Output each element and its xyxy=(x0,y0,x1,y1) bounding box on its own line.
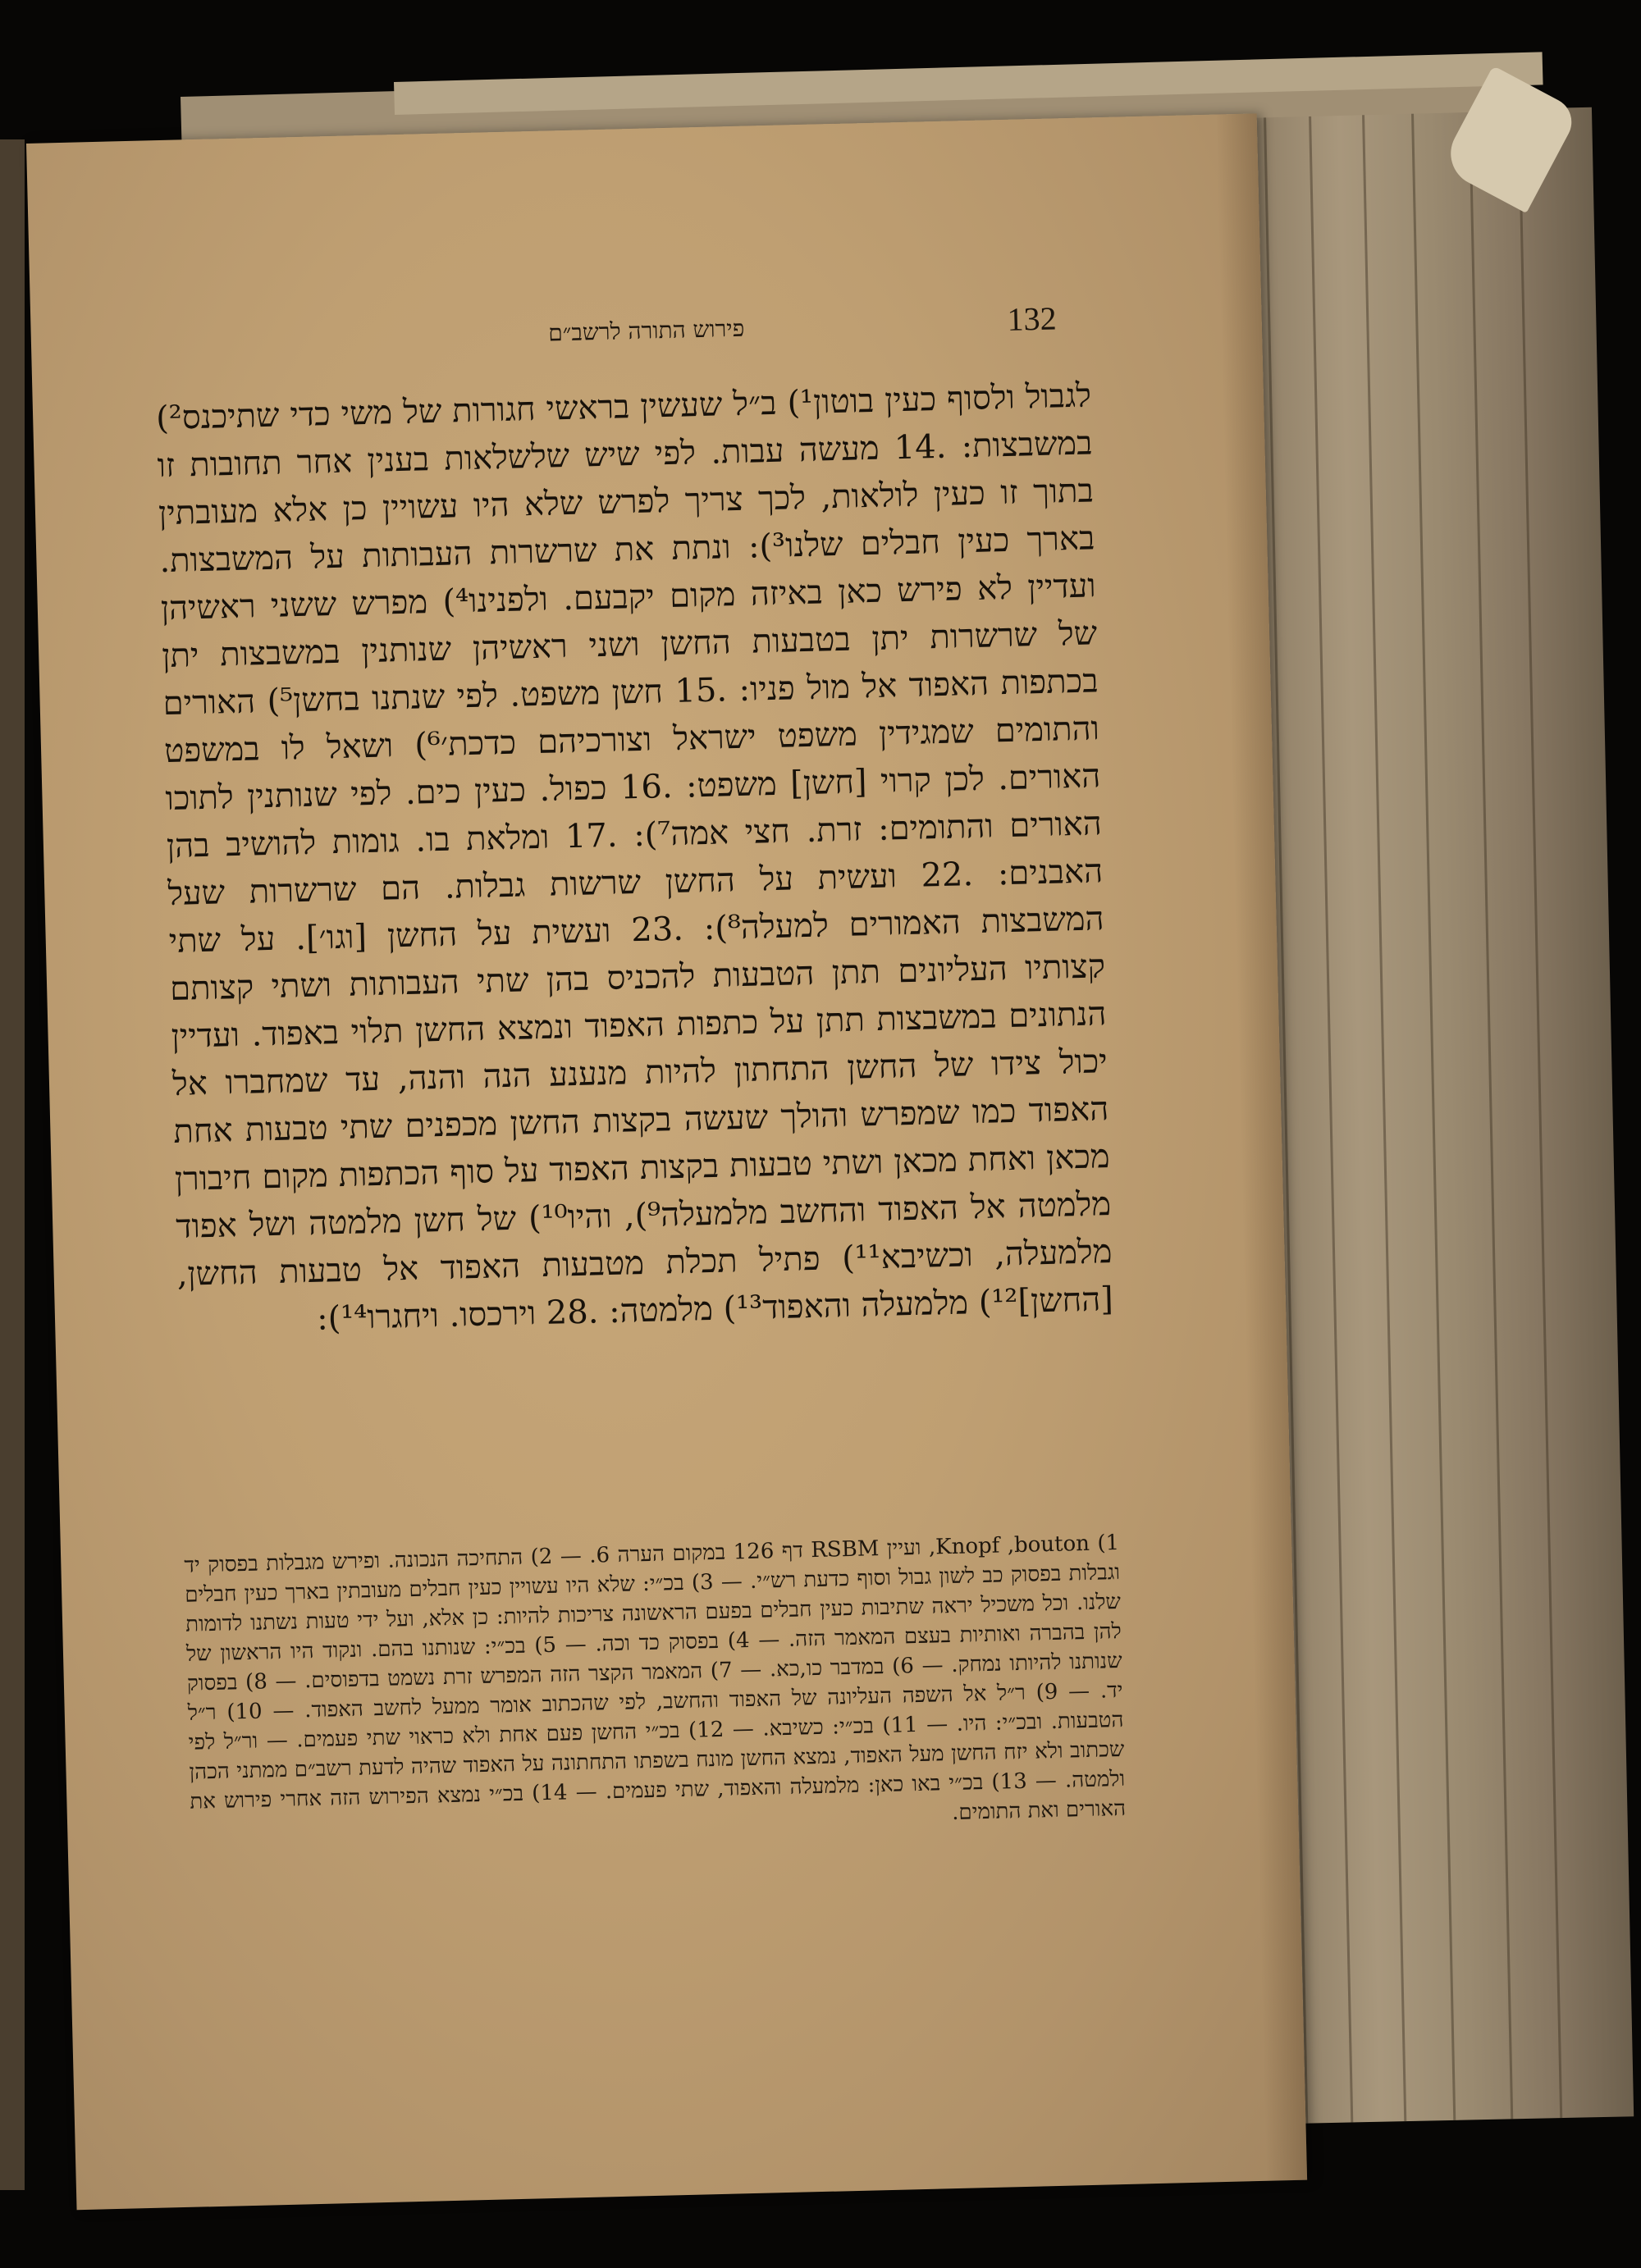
running-head: פירוש התורה לרשב״ם xyxy=(547,314,745,347)
page-edge-line xyxy=(1411,111,1456,2120)
page-edge-line xyxy=(1469,110,1513,2120)
book-page xyxy=(26,113,1307,2210)
main-text-paragraph: לגבול ולסוף כעין בוטון¹) ב״ל שעשין בראשי חגורות של משי כדי שתיכנס²) במשבצות: .14 מעשה עבות. לפי שיש שלשלאות בענין אחר תחובות זו בתוך זו כעין לולאות, לכך צריך לפרש שלא היו עשויין כן אלא מעובתין בארך כעין חבלים שלנו³): ונתת את שרשרות העבותות על המשבצות. ועדיין לא פירש כאן באיזה מקום יקבעם. ולפנינו⁴) מפרש ששני ראשיהן של שרשרות יתן בטבעות החשן ושני ראשיהן שנותנין במשבצות יתן בכתפות האפוד אל מול פניו: .15 חשן משפט. לפי שנתנו בחשן⁵) האורים והתומים שמגידין משפט ישראל וצורכיהם כדכת׳⁶) ושאל לו במשפט האורים. לכן קרוי [חשן] משפט: .16 כפול. כעין כים. לפי שנותנין לתוכו האורים והתומים: זרת. חצי אמה⁷): .17 ומלאת בו. גומות להושיב בהן האבנים: .22 ועשית על החשן שרשות גבלות. הם שרשרות שעל המשבצות האמורים למעלה⁸): .23 ועשית על החשן [וגו׳]. על שתי קצותיו העליונים תתן הטבעות להכניס בהן שתי העבותות ושתי קצותם הנתונים במשבצות תתן על כתפות האפוד ונמצא החשן תלוי באפוד. ועדיין יכול צידו של החשן התחתון להיות מנענע הנה והנה, עד שמחברו אל האפוד כמו שמפרש והולך שעשה בקצות החשן מכפנים שתי טבעות אחת מכאן ואחת מכאן ושתי טבעות בקצות האפוד על סוף הכתפות מקום חיבורן מלמטה אל האפוד והחשב מלמעלה⁹), והיו¹⁰) של חשן מלמטה ושל אפוד מלמעלה, וכשיבא¹¹) פתיל תכלת מטבעות האפוד אל טבעות החשן, [החשן]¹²) מלמעלה והאפוד¹³) מלמטה: .28 וירכסו. ויחגרו¹⁴): xyxy=(155,376,1114,1338)
page-edge-line xyxy=(1362,112,1406,2122)
page-header xyxy=(30,294,1262,373)
book-spine-edge xyxy=(0,139,25,2190)
page-edge-line xyxy=(1309,113,1353,2123)
main-text-block xyxy=(156,372,1114,1346)
footnotes-block xyxy=(184,1528,1126,1846)
footnotes-paragraph: 1) Knopf ,bouton, ועיין RSBM דף 126 במקום הערה 6. — 2) התחיכה הנכונה. ופירש מגבלות בפסוק יד וגבלות בפסוק כב לשון גבול וסוף כדעת רש״י. — 3) בכ״י: שלא היו עשויין כעין חבלים מעובתין בארך כעין חבלים שלנו. וכל משכיל יראה שתיבות כעין חבלים בפעם הראשונה צריכות להיות: כן אלא, ועל ידי טעות נשתנו לדומות להן בהברה ואותיות בעצם המאמר הזה. — 4) בפסוק כד וכה. — 5) בכ״י: שנותנו בהם. ונקוד היו הראשון של שנותנו להיותו נמחק. — 6) במדבר כו,כא. — 7) המאמר הקצר הזה המפרש זרת נשמט בדפוסים. — 8) בפסוק יד. — 9) ר״ל אל השפה העליונה של האפוד והחשב, לפי שהכתוב אומר ממעל לחשב האפוד. — 10) ר״ל הטבעות. ובכ״י: היו. — 11) בכ״י: כשיבא. — 12) בכ״י החשן פעם אחת ולא כראוי שתי פעמים. — ור״ל לפי שכתוב ולא יזח החשן מעל האפוד, נמצא החשן מונח בשפתו התחתונה על האפוד שהיה לדעת רשב״ם ממתני הכהן ולמטה. — 13) בכ״י באו כאן: מלמעלה והאפוד, שתי פעמים. — 14) בכ״י נמצא הפירוש הזה אחרי פירוש את האורים ואת התומים. xyxy=(184,1530,1127,1826)
page-number: 132 xyxy=(1007,299,1058,338)
page-edge-line xyxy=(1518,109,1562,2119)
